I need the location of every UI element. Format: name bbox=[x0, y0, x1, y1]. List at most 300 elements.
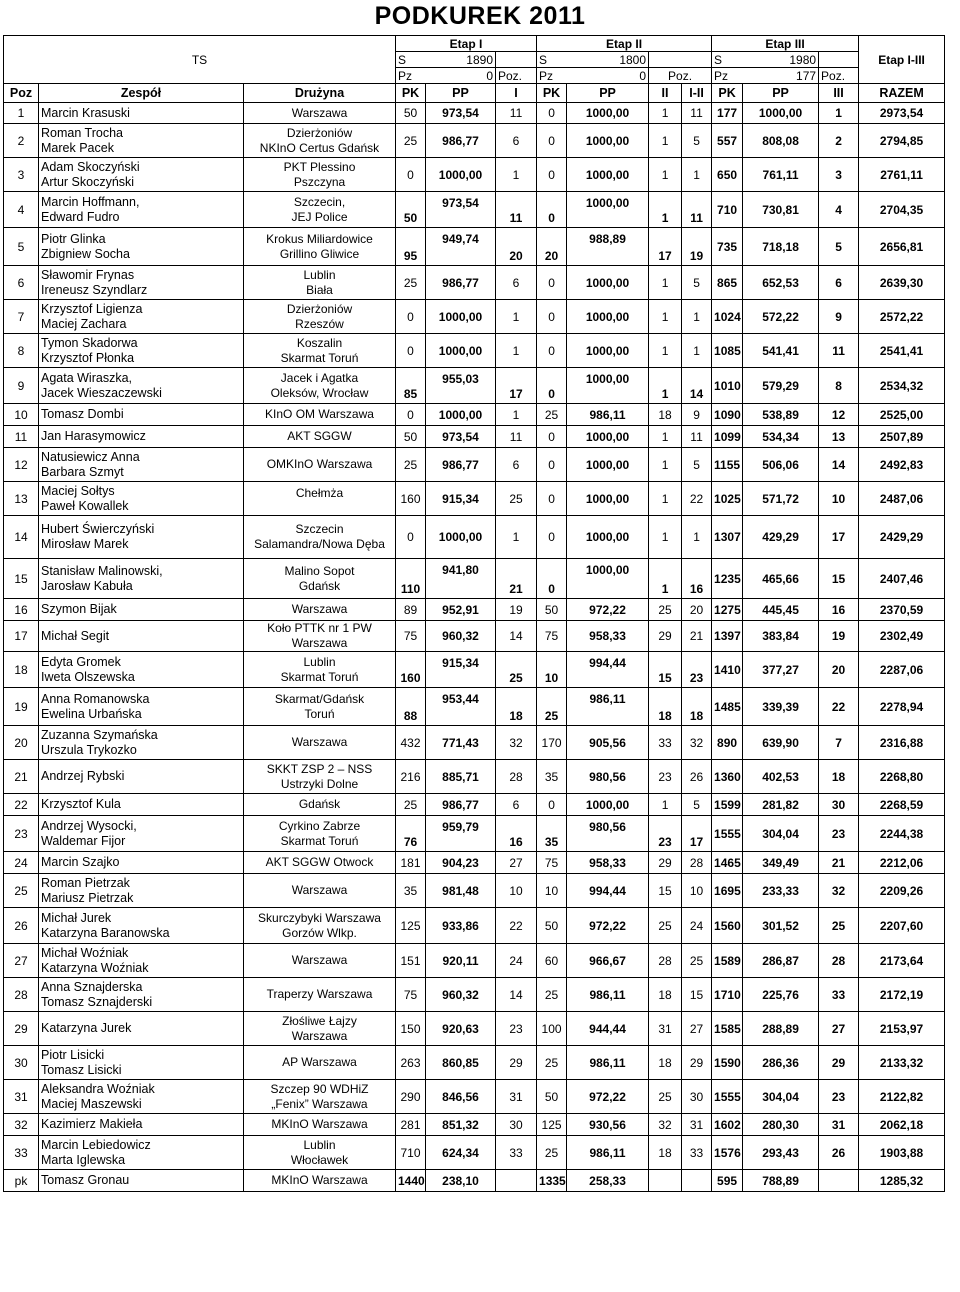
table-row bbox=[4, 103, 945, 124]
table-row bbox=[4, 794, 945, 816]
etap3-pp: 233,33 bbox=[743, 874, 819, 908]
table-row bbox=[4, 448, 945, 482]
etap12-place: 28 bbox=[682, 852, 712, 874]
team-members bbox=[39, 559, 244, 599]
member-name: Marcin Krasuski bbox=[41, 105, 130, 120]
member-name: Tomasz Lisicki bbox=[41, 1062, 122, 1077]
etap3-pk: 1599 bbox=[712, 794, 743, 816]
team-members bbox=[39, 944, 244, 978]
total-score: 2639,30 bbox=[859, 266, 945, 300]
team-club bbox=[244, 1170, 396, 1192]
etap1-place bbox=[496, 1170, 537, 1192]
team-club bbox=[244, 334, 396, 368]
team-members bbox=[39, 300, 244, 334]
etap1-pk: 151 bbox=[396, 944, 426, 978]
etap1-pp: 920,11 bbox=[426, 944, 496, 978]
etap3-pk: 735 bbox=[712, 228, 743, 266]
etap2-pp: 958,33 bbox=[567, 852, 649, 874]
etap1-pp: 960,32 bbox=[426, 978, 496, 1012]
team-members bbox=[39, 1012, 244, 1046]
row-position: 20 bbox=[4, 726, 39, 760]
team-club bbox=[244, 760, 396, 794]
etap3-pp: 286,36 bbox=[743, 1046, 819, 1080]
club-line: Pszczyna bbox=[293, 174, 346, 189]
team-club bbox=[244, 228, 396, 266]
col-header-razem: RAZEM bbox=[859, 84, 945, 103]
total-score: 2534,32 bbox=[859, 368, 945, 404]
col-header-pk3: PK bbox=[712, 84, 743, 103]
row-position: 12 bbox=[4, 448, 39, 482]
etap1-pp: 986,77 bbox=[426, 448, 496, 482]
etap1-pk: 0 bbox=[396, 404, 426, 426]
table-row bbox=[4, 760, 945, 794]
etap3-place: 26 bbox=[819, 1136, 859, 1170]
total-score: 2212,06 bbox=[859, 852, 945, 874]
club-line: Rzeszów bbox=[295, 316, 344, 331]
total-score: 2316,88 bbox=[859, 726, 945, 760]
etap2-place: 1 bbox=[649, 103, 682, 124]
etap2-pp: 1000,00 bbox=[567, 482, 649, 516]
team-club bbox=[244, 944, 396, 978]
club-line: Grillino Gliwice bbox=[279, 246, 360, 261]
total-score: 2302,49 bbox=[859, 621, 945, 652]
etap12-place: 17 bbox=[682, 816, 712, 852]
etap1-place: 6 bbox=[496, 124, 537, 158]
col-header-pp2: PP bbox=[567, 84, 649, 103]
etap3-pk: 865 bbox=[712, 266, 743, 300]
etap3-place: 17 bbox=[819, 516, 859, 559]
etap1-pk: 0 bbox=[396, 158, 426, 192]
etap3-pp: 304,04 bbox=[743, 816, 819, 852]
row-position: 18 bbox=[4, 652, 39, 688]
team-members bbox=[39, 726, 244, 760]
total-header-top bbox=[859, 36, 945, 52]
etap12-place: 24 bbox=[682, 908, 712, 944]
club-line: Ustrzyki Dolne bbox=[280, 776, 359, 791]
club-line: PKT Plessino bbox=[283, 159, 356, 174]
etap1-place: 16 bbox=[496, 816, 537, 852]
etap2-pk: 75 bbox=[537, 621, 567, 652]
total-score: 2209,26 bbox=[859, 874, 945, 908]
etap3-pp: 286,87 bbox=[743, 944, 819, 978]
etap2-place: 1 bbox=[649, 124, 682, 158]
etap3-place: 3 bbox=[819, 158, 859, 192]
team-club bbox=[244, 852, 396, 874]
etap3-pk: 1307 bbox=[712, 516, 743, 559]
member-name: Edward Fudro bbox=[41, 209, 120, 224]
etap3-pk: 710 bbox=[712, 192, 743, 228]
etap12-place: 10 bbox=[682, 874, 712, 908]
table-row bbox=[4, 908, 945, 944]
etap12-place: 1 bbox=[682, 158, 712, 192]
team-club bbox=[244, 368, 396, 404]
etap1-place: 1 bbox=[496, 300, 537, 334]
member-name: Maciej Zachara bbox=[41, 316, 127, 331]
etap12-place: 19 bbox=[682, 228, 712, 266]
member-name: Jan Harasymowicz bbox=[41, 429, 146, 443]
etap1-pk: 50 bbox=[396, 103, 426, 124]
etap2-pp: 986,11 bbox=[567, 688, 649, 726]
etap1-pk: 25 bbox=[396, 124, 426, 158]
row-position: pk bbox=[4, 1170, 39, 1192]
member-name: Natusiewicz Anna bbox=[41, 449, 140, 464]
etap3-place: 29 bbox=[819, 1046, 859, 1080]
etap3-place: 28 bbox=[819, 944, 859, 978]
etap1-place: 25 bbox=[496, 652, 537, 688]
etap2-pk: 60 bbox=[537, 944, 567, 978]
etap2-pk: 0 bbox=[537, 426, 567, 448]
row-position: 19 bbox=[4, 688, 39, 726]
etap1-pk: 110 bbox=[396, 559, 426, 599]
team-members bbox=[39, 908, 244, 944]
etap2-place: 33 bbox=[649, 726, 682, 760]
table-row bbox=[4, 652, 945, 688]
team-members bbox=[39, 482, 244, 516]
etap2-pk: 25 bbox=[537, 688, 567, 726]
total-score: 2761,11 bbox=[859, 158, 945, 192]
club-line: AKT SGGW bbox=[287, 429, 352, 443]
etap2-pk: 0 bbox=[537, 192, 567, 228]
team-members bbox=[39, 192, 244, 228]
member-name: Tomasz Sznajderski bbox=[41, 994, 153, 1009]
etap12-place: 1 bbox=[682, 516, 712, 559]
etap1-pz-label: Pz bbox=[396, 68, 426, 84]
col-header-pp3: PP bbox=[743, 84, 819, 103]
etap1-pk: 216 bbox=[396, 760, 426, 794]
etap2-pk: 100 bbox=[537, 1012, 567, 1046]
etap2-place: 1 bbox=[649, 482, 682, 516]
etap2-pp: 972,22 bbox=[567, 599, 649, 621]
team-club bbox=[244, 448, 396, 482]
etap1-pk: 0 bbox=[396, 334, 426, 368]
total-score: 2507,89 bbox=[859, 426, 945, 448]
etap3-place: 33 bbox=[819, 978, 859, 1012]
etap3-pk: 1010 bbox=[712, 368, 743, 404]
team-club bbox=[244, 1046, 396, 1080]
member-name: Anna Romanowska bbox=[41, 691, 150, 706]
table-row bbox=[4, 1170, 945, 1192]
etap3-place: 21 bbox=[819, 852, 859, 874]
etap2-pk: 0 bbox=[537, 482, 567, 516]
club-line: Malino Sopot bbox=[284, 563, 355, 578]
etap1-pk: 35 bbox=[396, 874, 426, 908]
etap2-pk: 0 bbox=[537, 516, 567, 559]
etap3-pp: 572,22 bbox=[743, 300, 819, 334]
team-club bbox=[244, 688, 396, 726]
club-line: MKInO Warszawa bbox=[271, 1117, 368, 1131]
member-name: Marcin Lebiedowicz bbox=[41, 1137, 151, 1152]
table-body bbox=[4, 103, 945, 1192]
member-name: Hubert Świerczyński bbox=[41, 522, 155, 536]
etap2-pk: 0 bbox=[537, 368, 567, 404]
etap1-place: 14 bbox=[496, 978, 537, 1012]
club-line: Warszawa bbox=[291, 735, 348, 749]
etap3-pk: 177 bbox=[712, 103, 743, 124]
etap12-place: 32 bbox=[682, 726, 712, 760]
etap3-pk: 1555 bbox=[712, 816, 743, 852]
row-position: 2 bbox=[4, 124, 39, 158]
etap1-pk: 25 bbox=[396, 448, 426, 482]
etap12-place: 1 bbox=[682, 334, 712, 368]
row-position: 16 bbox=[4, 599, 39, 621]
etap3-pp: 402,53 bbox=[743, 760, 819, 794]
etap1-pk: 290 bbox=[396, 1080, 426, 1114]
etap2-pk: 0 bbox=[537, 794, 567, 816]
member-name: Urszula Trykozko bbox=[41, 742, 137, 757]
etap1-place: 23 bbox=[496, 1012, 537, 1046]
etap1-pp: 851,32 bbox=[426, 1114, 496, 1136]
member-name: Waldemar Fijor bbox=[41, 833, 126, 848]
etap2-pk: 0 bbox=[537, 300, 567, 334]
etap3-pk: 650 bbox=[712, 158, 743, 192]
etap2-pk: 50 bbox=[537, 1080, 567, 1114]
etap1-pp: 981,48 bbox=[426, 874, 496, 908]
etap1-pk: 50 bbox=[396, 426, 426, 448]
table-row bbox=[4, 516, 945, 559]
etap12-place: 11 bbox=[682, 103, 712, 124]
table-row bbox=[4, 158, 945, 192]
team-club bbox=[244, 559, 396, 599]
etap3-pk: 1024 bbox=[712, 300, 743, 334]
etap2-pp: 1000,00 bbox=[567, 794, 649, 816]
team-club bbox=[244, 874, 396, 908]
etap1-place: 18 bbox=[496, 688, 537, 726]
etap1-pp: 973,54 bbox=[426, 192, 496, 228]
member-name: Krzysztof Kula bbox=[41, 797, 121, 811]
etap2-pp: 1000,00 bbox=[567, 516, 649, 559]
team-members bbox=[39, 1170, 244, 1192]
table-row bbox=[4, 482, 945, 516]
member-name: Zuzanna Szymańska bbox=[41, 727, 158, 742]
etap1-place: 10 bbox=[496, 874, 537, 908]
table-row bbox=[4, 816, 945, 852]
etap2-place: 1 bbox=[649, 334, 682, 368]
club-line: Jacek i Agatka bbox=[280, 370, 359, 385]
row-position: 3 bbox=[4, 158, 39, 192]
team-members bbox=[39, 621, 244, 652]
club-line: Warszawa bbox=[291, 953, 348, 967]
member-name: Szymon Bijak bbox=[41, 602, 117, 616]
etap3-pp: 718,18 bbox=[743, 228, 819, 266]
row-position: 4 bbox=[4, 192, 39, 228]
total-header-bottom bbox=[859, 68, 945, 84]
club-line: Koło PTTK nr 1 PW bbox=[267, 621, 372, 635]
team-club bbox=[244, 516, 396, 559]
etap3-pp: 534,34 bbox=[743, 426, 819, 448]
etap3-place: 5 bbox=[819, 228, 859, 266]
etap2-place: 18 bbox=[649, 1136, 682, 1170]
etap2-pk: 0 bbox=[537, 266, 567, 300]
etap2-pk: 0 bbox=[537, 124, 567, 158]
etap12-place: 15 bbox=[682, 978, 712, 1012]
etap2-pp: 1000,00 bbox=[567, 124, 649, 158]
table-row bbox=[4, 404, 945, 426]
etap3-pk: 1560 bbox=[712, 908, 743, 944]
club-line: OMKInO Warszawa bbox=[266, 457, 373, 471]
etap1-pp: 1000,00 bbox=[426, 404, 496, 426]
club-line: „Fenix” Warszawa bbox=[271, 1096, 368, 1111]
etap3-place: 22 bbox=[819, 688, 859, 726]
col-header-p2: II bbox=[649, 84, 682, 103]
total-score: 2122,82 bbox=[859, 1080, 945, 1114]
etap3-pp: 301,52 bbox=[743, 908, 819, 944]
etap2-place bbox=[649, 1170, 682, 1192]
etap3-pp: 281,82 bbox=[743, 794, 819, 816]
etap1-pk: 1440 bbox=[396, 1170, 426, 1192]
etap3-pp: 571,72 bbox=[743, 482, 819, 516]
category-label: TS bbox=[4, 36, 396, 84]
etap1-place: 1 bbox=[496, 158, 537, 192]
etap1-pk: 160 bbox=[396, 652, 426, 688]
total-score: 2172,19 bbox=[859, 978, 945, 1012]
etap2-place: 1 bbox=[649, 192, 682, 228]
etap1-pp: 920,63 bbox=[426, 1012, 496, 1046]
etap2-pp: 1000,00 bbox=[567, 266, 649, 300]
etap2-s-label: S bbox=[537, 52, 567, 68]
etap12-place: 11 bbox=[682, 426, 712, 448]
table-row bbox=[4, 621, 945, 652]
team-club bbox=[244, 300, 396, 334]
etap2-s-blank bbox=[649, 52, 712, 68]
etap3-pp: 349,49 bbox=[743, 852, 819, 874]
member-name: Ireneusz Szyndlarz bbox=[41, 282, 148, 297]
etap2-place: 1 bbox=[649, 368, 682, 404]
etap2-place: 25 bbox=[649, 908, 682, 944]
etap12-place: 1 bbox=[682, 300, 712, 334]
etap1-pk: 85 bbox=[396, 368, 426, 404]
etap1-pp: 1000,00 bbox=[426, 300, 496, 334]
etap2-place: 25 bbox=[649, 599, 682, 621]
table-row bbox=[4, 726, 945, 760]
etap1-pk: 75 bbox=[396, 978, 426, 1012]
etap1-place: 11 bbox=[496, 426, 537, 448]
team-members bbox=[39, 1046, 244, 1080]
club-line: AP Warszawa bbox=[282, 1055, 357, 1069]
etap1-pp: 986,77 bbox=[426, 266, 496, 300]
etap2-place: 23 bbox=[649, 816, 682, 852]
etap1-place: 32 bbox=[496, 726, 537, 760]
member-name: Maciej Sołtys bbox=[41, 483, 115, 498]
member-name: Piotr Lisicki bbox=[41, 1047, 105, 1062]
club-line: Warszawa bbox=[291, 636, 348, 650]
etap12-place: 5 bbox=[682, 794, 712, 816]
etap1-pp: 949,74 bbox=[426, 228, 496, 266]
etap1-pp: 624,34 bbox=[426, 1136, 496, 1170]
etap2-pp: 930,56 bbox=[567, 1114, 649, 1136]
etap1-place: 6 bbox=[496, 266, 537, 300]
etap3-place: 4 bbox=[819, 192, 859, 228]
etap1-pp: 846,56 bbox=[426, 1080, 496, 1114]
etap1-pk: 125 bbox=[396, 908, 426, 944]
etap2-place: 32 bbox=[649, 1114, 682, 1136]
etap2-place: 25 bbox=[649, 1080, 682, 1114]
etap2-place: 18 bbox=[649, 404, 682, 426]
results-table bbox=[3, 35, 945, 1192]
total-score: 2794,85 bbox=[859, 124, 945, 158]
team-club bbox=[244, 1136, 396, 1170]
etap1-pp: 959,79 bbox=[426, 816, 496, 852]
team-members bbox=[39, 816, 244, 852]
etap1-pp: 904,23 bbox=[426, 852, 496, 874]
etap3-poz: Poz. bbox=[819, 68, 859, 84]
etap1-pp: 973,54 bbox=[426, 426, 496, 448]
team-club bbox=[244, 124, 396, 158]
team-club bbox=[244, 192, 396, 228]
member-name: Barbara Szmyt bbox=[41, 464, 124, 479]
etap2-pp: 1000,00 bbox=[567, 334, 649, 368]
col-header-pp1: PP bbox=[426, 84, 496, 103]
etap1-pz-value: 0 bbox=[426, 68, 496, 84]
table-row bbox=[4, 300, 945, 334]
club-line: Lublin bbox=[303, 1137, 336, 1152]
etap1-place: 14 bbox=[496, 621, 537, 652]
row-position: 30 bbox=[4, 1046, 39, 1080]
etap1-pk: 88 bbox=[396, 688, 426, 726]
etap2-pp: 966,67 bbox=[567, 944, 649, 978]
etap3-pk: 557 bbox=[712, 124, 743, 158]
club-line: Toruń bbox=[304, 706, 335, 721]
etap2-pp: 1000,00 bbox=[567, 368, 649, 404]
etap1-place: 11 bbox=[496, 192, 537, 228]
etap12-place: 5 bbox=[682, 448, 712, 482]
etap2-pk: 25 bbox=[537, 404, 567, 426]
etap2-place: 23 bbox=[649, 760, 682, 794]
col-header-p1: I bbox=[496, 84, 537, 103]
etap1-pk: 281 bbox=[396, 1114, 426, 1136]
total-score: 2173,64 bbox=[859, 944, 945, 978]
member-name: Krzysztof Płonka bbox=[41, 350, 135, 365]
etap2-place: 15 bbox=[649, 874, 682, 908]
etap2-pp: 972,22 bbox=[567, 908, 649, 944]
team-members bbox=[39, 599, 244, 621]
row-position: 31 bbox=[4, 1080, 39, 1114]
row-position: 17 bbox=[4, 621, 39, 652]
row-position: 5 bbox=[4, 228, 39, 266]
etap12-place: 25 bbox=[682, 944, 712, 978]
total-score: 2492,83 bbox=[859, 448, 945, 482]
etap1-place: 24 bbox=[496, 944, 537, 978]
team-club bbox=[244, 266, 396, 300]
etap1-place: 6 bbox=[496, 794, 537, 816]
etap1-pk: 432 bbox=[396, 726, 426, 760]
etap3-pp: 293,43 bbox=[743, 1136, 819, 1170]
etap3-pz-label: Pz bbox=[712, 68, 743, 84]
table-row bbox=[4, 944, 945, 978]
row-position: 22 bbox=[4, 794, 39, 816]
total-score: 2572,22 bbox=[859, 300, 945, 334]
total-score: 2370,59 bbox=[859, 599, 945, 621]
total-score: 2704,35 bbox=[859, 192, 945, 228]
col-header-p12: I-II bbox=[682, 84, 712, 103]
etap2-place: 15 bbox=[649, 652, 682, 688]
etap3-pk: 1590 bbox=[712, 1046, 743, 1080]
etap1-pp: 860,85 bbox=[426, 1046, 496, 1080]
row-position: 13 bbox=[4, 482, 39, 516]
etap2-pk: 75 bbox=[537, 852, 567, 874]
team-members bbox=[39, 652, 244, 688]
etap3-pp: 1000,00 bbox=[743, 103, 819, 124]
etap1-place: 30 bbox=[496, 1114, 537, 1136]
etap1-pp: 973,54 bbox=[426, 103, 496, 124]
club-line: Biała bbox=[306, 282, 333, 297]
etap2-pp: 972,22 bbox=[567, 1080, 649, 1114]
etap12-place: 33 bbox=[682, 1136, 712, 1170]
etap3-pp: 339,39 bbox=[743, 688, 819, 726]
member-name: Marcin Szajko bbox=[41, 855, 120, 869]
etap2-pp: 986,11 bbox=[567, 1046, 649, 1080]
member-name: Artur Skoczyński bbox=[41, 174, 135, 189]
etap1-place: 20 bbox=[496, 228, 537, 266]
